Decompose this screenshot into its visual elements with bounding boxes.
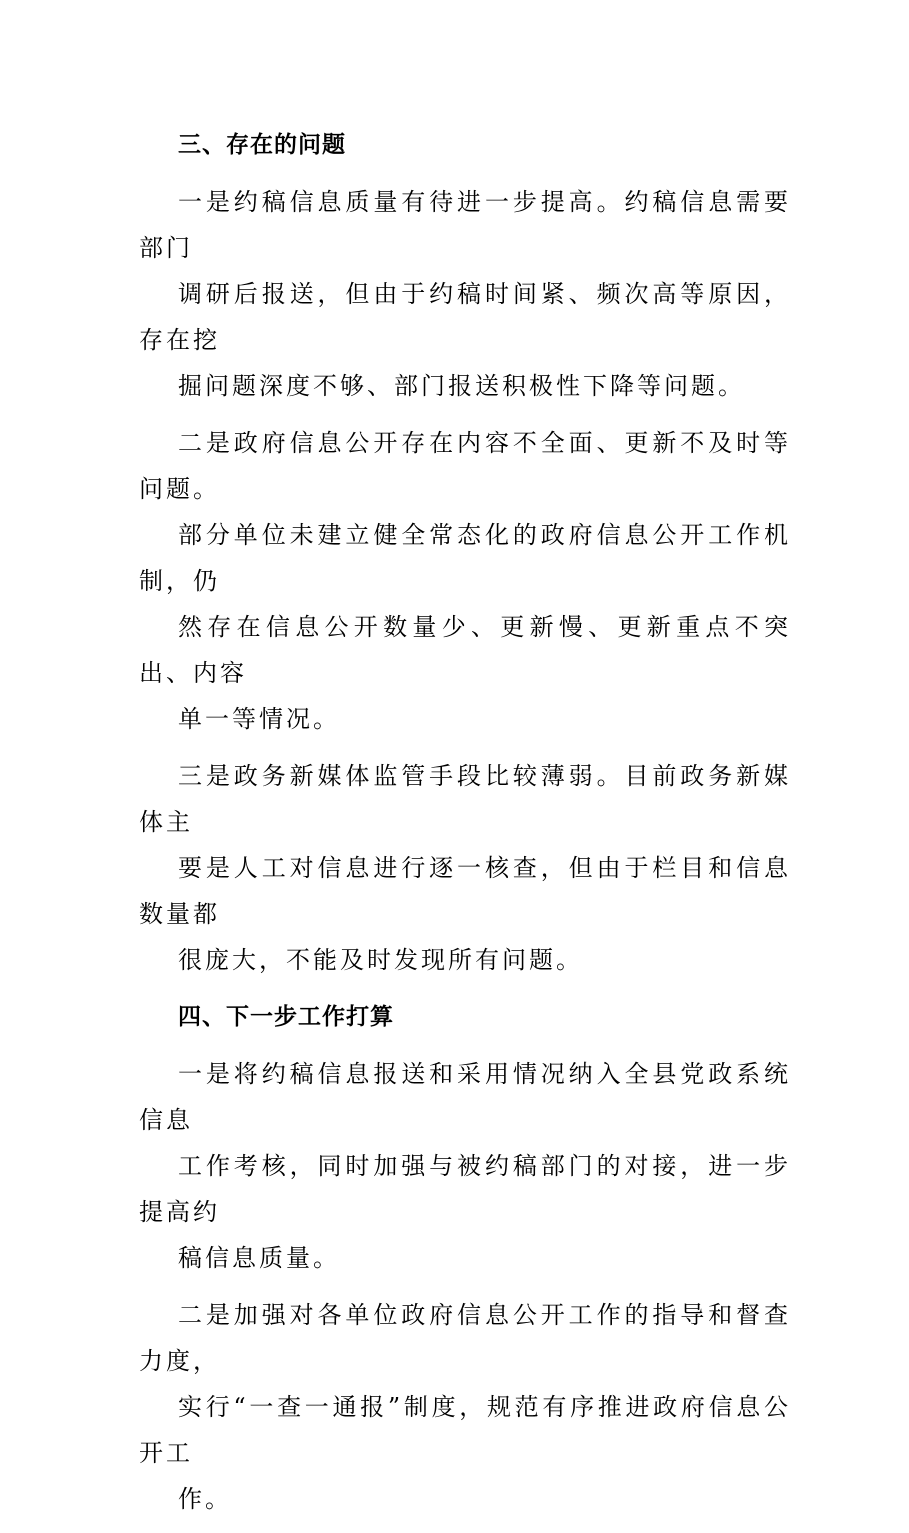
text-line: 很庞大，不能及时发现所有问题。 [178, 946, 583, 974]
paragraph-problem-1 [139, 179, 791, 409]
text-line: 三是政务新媒体监管手段比较薄弱。目前政务新媒体主 [139, 762, 791, 836]
paragraph-plan-1 [139, 1051, 791, 1281]
text-line: 要是人工对信息进行逐一核查，但由于栏目和信息数量都 [139, 854, 791, 928]
paragraph-plan-2 [139, 1292, 791, 1522]
text-line: 实行“一查一通报”制度，规范有序推进政府信息公开工 [139, 1393, 791, 1467]
text-line: 二是加强对各单位政府信息公开工作的指导和督查力度， [139, 1301, 791, 1375]
document-body [139, 122, 791, 1533]
text-line: 二是政府信息公开存在内容不全面、更新不及时等问题。 [139, 429, 791, 503]
text-line: 掘问题深度不够、部门报送积极性下降等问题。 [178, 372, 745, 400]
text-line: 作。 [178, 1485, 232, 1513]
section-heading-next-steps: 四、下一步工作打算 [178, 1004, 394, 1030]
text-line: 一是约稿信息质量有待进一步提高。约稿信息需要部门 [139, 188, 791, 262]
text-line: 部分单位未建立健全常态化的政府信息公开工作机制，仍 [139, 521, 791, 595]
text-line: 单一等情况。 [178, 705, 340, 733]
text-line: 稿信息质量。 [178, 1244, 340, 1272]
text-line: 工作考核，同时加强与被约稿部门的对接，进一步提高约 [139, 1152, 791, 1226]
text-line: 一是将约稿信息报送和采用情况纳入全县党政系统信息 [139, 1060, 791, 1134]
paragraph-problem-3 [139, 753, 791, 983]
section-heading-problems: 三、存在的问题 [178, 132, 346, 158]
text-line: 然存在信息公开数量少、更新慢、更新重点不突出、内容 [139, 613, 791, 687]
paragraph-problem-2 [139, 420, 791, 742]
text-line: 调研后报送，但由于约稿时间紧、频次高等原因，存在挖 [139, 280, 791, 354]
